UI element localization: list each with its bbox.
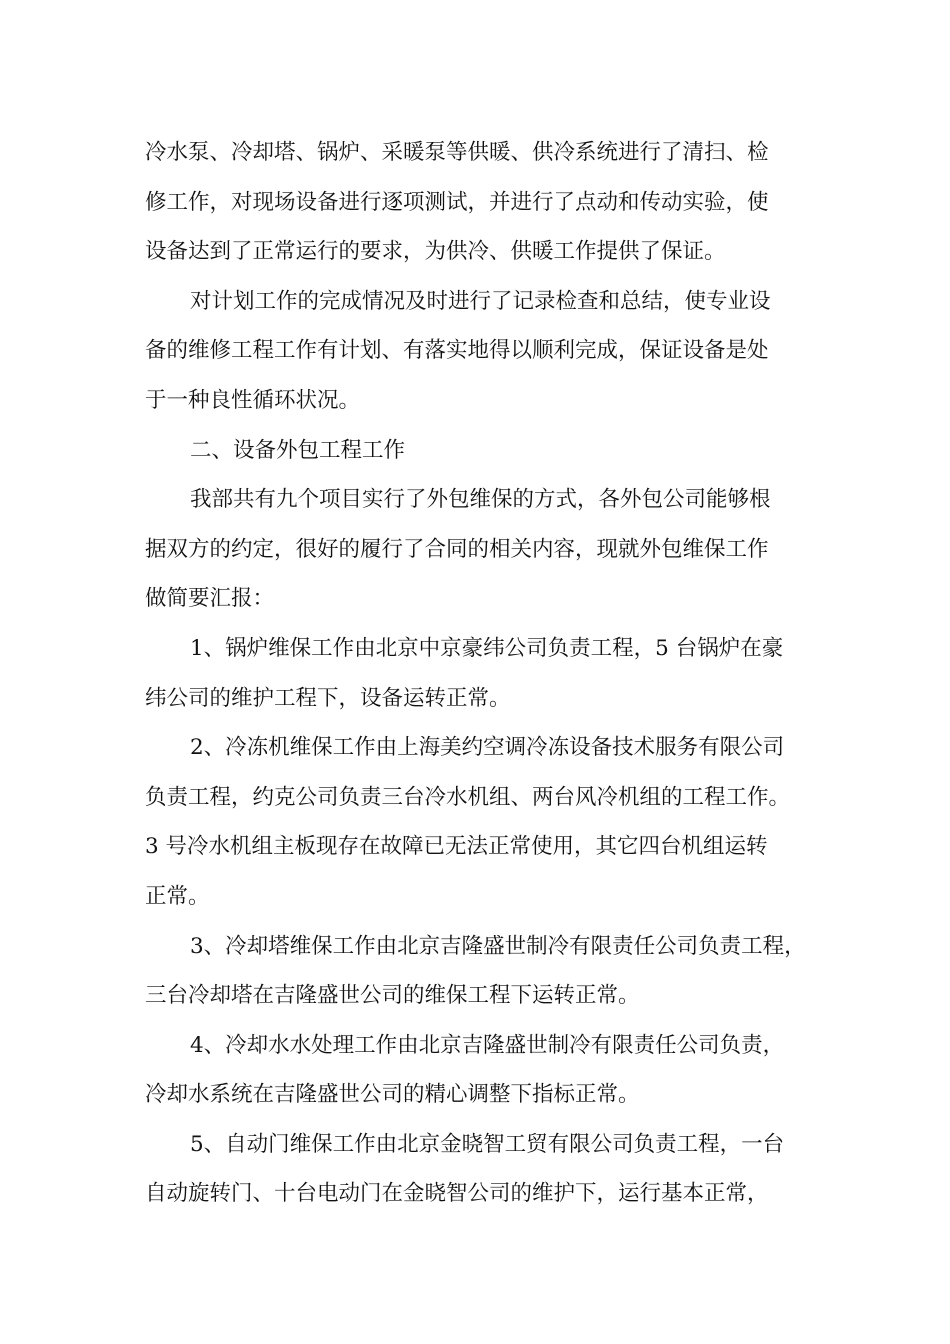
document-body [145,128,810,1219]
text-line: 三台冷却塔在吉隆盛世公司的维保工程下运转正常。 [145,983,640,1009]
text-line: 冷水泵、冷却塔、锅炉、采暖泵等供暖、供冷系统进行了清扫、检 [145,140,769,165]
text-line: 5、自动门维保工作由北京金晓智工贸有限公司负责工程，一台 [190,1131,785,1157]
text-line: 负责工程，约克公司负责三台冷水机组、两台风冷机组的工程工作。 [145,784,791,810]
text-line: 纬公司的维护工程下，设备运转正常。 [145,685,511,711]
text-line: 备的维修工程工作有计划、有落实地得以顺利完成，保证设备是处 [145,338,769,364]
text-line: 修工作，对现场设备进行逐项测试，并进行了点动和传动实验，使 [145,189,769,215]
text-line: 对计划工作的完成情况及时进行了记录检查和总结，使专业设 [190,288,771,314]
text-line: 据双方的约定，很好的履行了合同的相关内容，现就外包维保工作 [145,536,769,562]
text-line: 自动旋转门、十台电动门在金晓智公司的维护下，运行基本正常， [145,1181,769,1207]
text-line: 于一种良性循环状况。 [145,387,361,413]
text-line: 1、锅炉维保工作由北京中京豪纬公司负责工程，5 台锅炉在豪 [190,635,784,661]
text-line: 3 号冷水机组主板现存在故障已无法正常使用，其它四台机组运转 [145,834,768,860]
text-line: 做简要汇报： [145,586,275,612]
text-line: 4、冷却水水处理工作由北京吉隆盛世制冷有限责任公司负责， [190,1032,785,1058]
text-line: 2、冷冻机维保工作由上海美约空调冷冻设备技术服务有限公司 [190,735,785,761]
text-line: 3、冷却塔维保工作由北京吉隆盛世制冷有限责任公司负责工程， [190,933,806,959]
text-line: 我部共有九个项目实行了外包维保的方式，各外包公司能够根 [190,487,771,513]
text-line: 正常。 [145,883,210,909]
text-line: 二、设备外包工程工作 [190,437,406,463]
text-line: 设备达到了正常运行的要求，为供冷、供暖工作提供了保证。 [145,239,726,265]
text-line: 冷却水系统在吉隆盛世公司的精心调整下指标正常。 [145,1082,640,1108]
